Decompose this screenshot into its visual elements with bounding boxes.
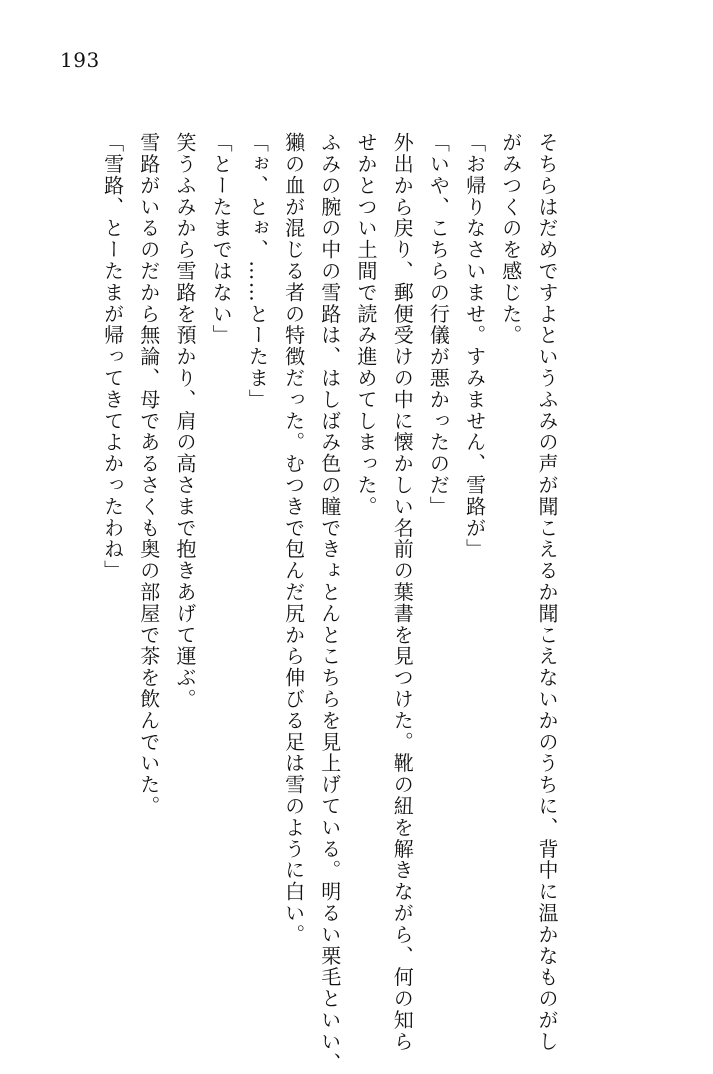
text-line: 「雪路、とーたまが帰ってきてよかったわね」 bbox=[100, 132, 125, 582]
text-line: 「ぉ、とぉ、……とーたま」 bbox=[245, 132, 270, 411]
text-line: ふみの腕の中の雪路は、はしばみ色の瞳できょとんとこちらを見上げている。明るい栗毛といい、 bbox=[317, 132, 342, 1074]
text-line: 「お帰りなさいませ。すみません、雪路が」 bbox=[462, 132, 487, 560]
text-line: 笑うふみから雪路を預かり、肩の高さまで抱きあげて運ぶ。 bbox=[172, 132, 197, 710]
text-line: 「とーたまではない」 bbox=[209, 132, 234, 346]
text-line: せかとつい土間で読み進めてしまった。 bbox=[353, 132, 378, 518]
text-line: 「いや、こちらの行儀が悪かったのだ」 bbox=[426, 132, 451, 518]
text-line: がみつくのを感じた。 bbox=[498, 132, 523, 346]
text-line: 雪路がいるのだから無論、母であるさくも奥の部屋で茶を飲んでいた。 bbox=[136, 132, 161, 817]
vertical-text-body bbox=[94, 132, 565, 1074]
text-line: 外出から戻り、郵便受けの中に懐かしい名前の葉書を見つけた。靴の紐を解きながら、何の知ら bbox=[390, 132, 415, 1053]
text-line: 獺の血が混じる者の特徴だった。むつきで包んだ尻から伸びる足は雪のように白い。 bbox=[281, 132, 306, 946]
page-number: 193 bbox=[60, 48, 100, 72]
text-line: そちらはだめですよというふみの声が聞こえるか聞こえないかのうちに、背中に温かなものがし bbox=[535, 132, 559, 1053]
